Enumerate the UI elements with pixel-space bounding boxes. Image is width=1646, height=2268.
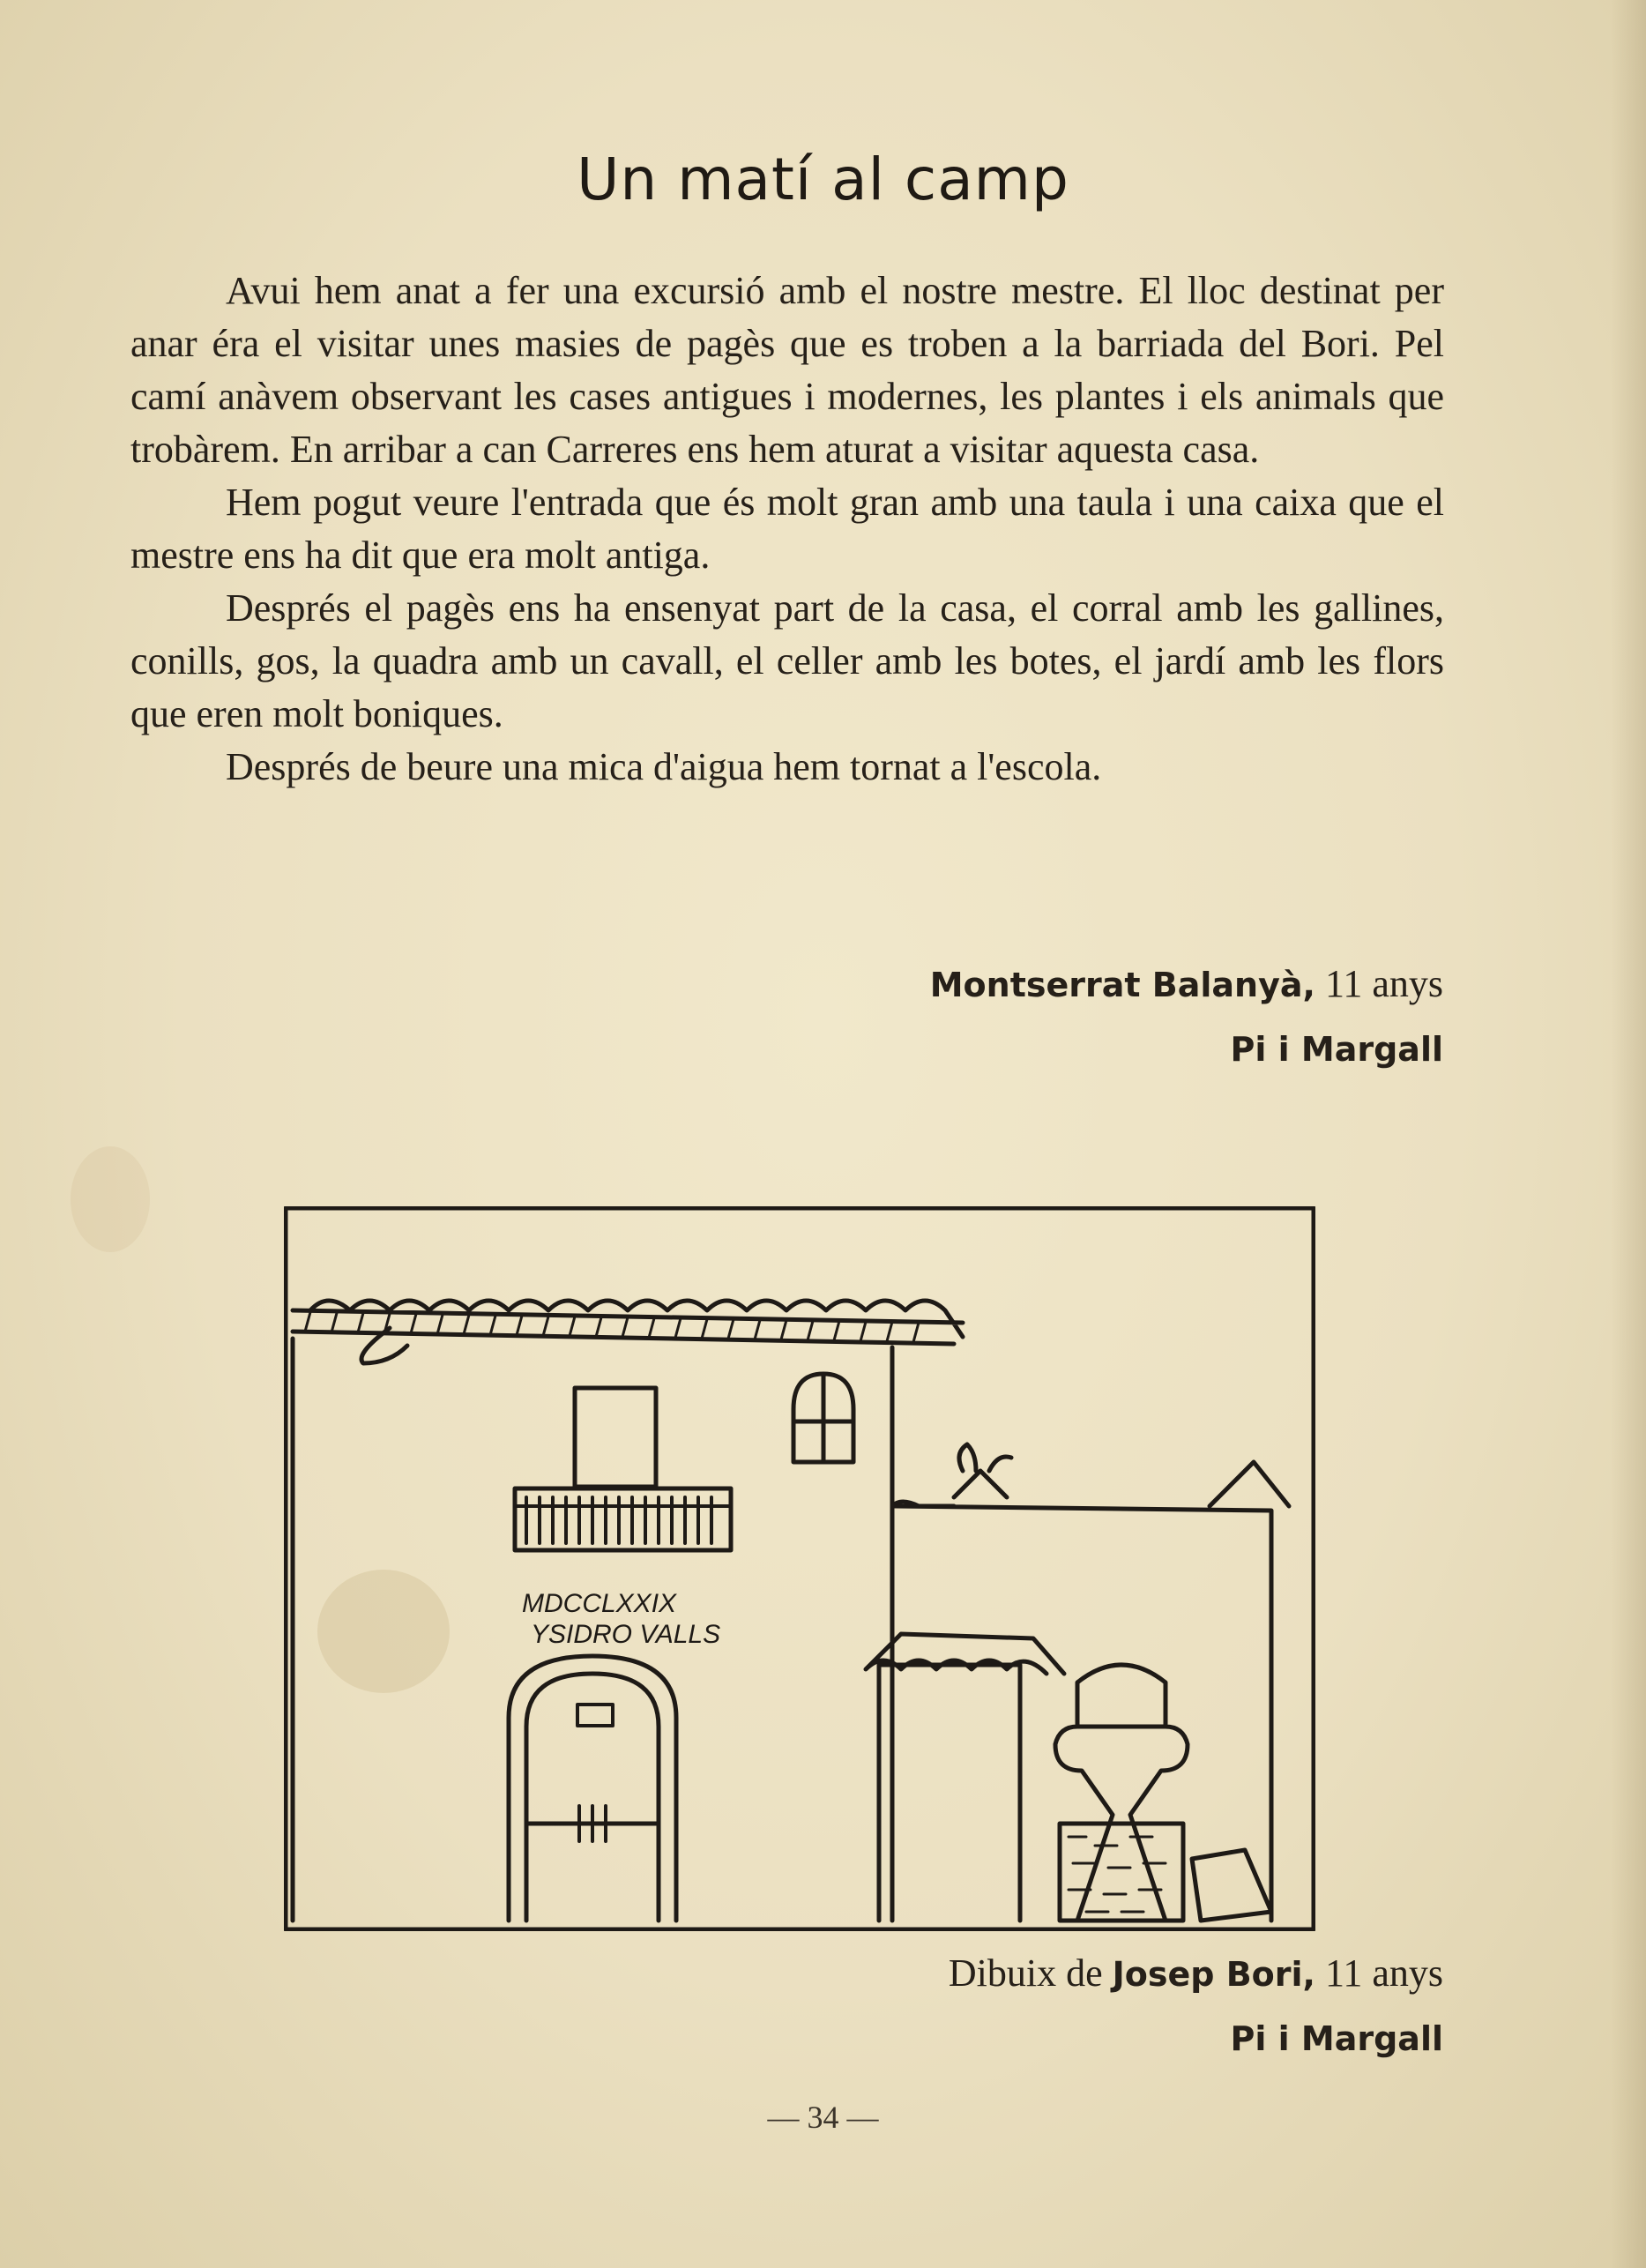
author-age: 11 anys <box>1324 962 1443 1005</box>
water-well <box>1055 1665 1188 1921</box>
author-name: Montserrat Balanyà, <box>929 966 1315 1004</box>
door-plaque <box>577 1705 613 1726</box>
drawing-caption <box>949 1951 1443 1996</box>
roof-peak <box>1210 1462 1289 1506</box>
arched-door <box>509 1656 676 1921</box>
arched-window <box>793 1374 853 1462</box>
story-paragraph: Hem pogut veure l'entrada que és molt gran amb una taula i una caixa que el mestre ens ha dit que era molt antiga. <box>130 481 1444 577</box>
artist-school: Pi i Margall <box>1230 2019 1443 2058</box>
page-edge-shadow <box>1611 0 1646 2268</box>
artist-age: 11 anys <box>1324 1951 1443 1995</box>
page-number: — 34 — <box>767 2100 879 2135</box>
caption-prefix: Dibuix de <box>948 1951 1103 1995</box>
crate <box>1192 1850 1271 1921</box>
story-text <box>130 265 1444 794</box>
courtyard-door <box>879 1665 1020 1921</box>
side-wall <box>892 1502 1271 1921</box>
inscription-name: YSIDRO VALLS <box>531 1620 721 1649</box>
plant-pot <box>954 1444 1011 1497</box>
author-signature <box>930 961 1443 1006</box>
drawing-frame <box>286 1208 1314 1929</box>
paper-stain <box>71 1146 150 1252</box>
drawing-school-line <box>1231 2015 1443 2060</box>
balcony-door <box>575 1388 656 1487</box>
inscription-year: MDCCLXXIX <box>522 1589 677 1618</box>
door-chair <box>575 1806 614 1841</box>
courtyard-awning <box>866 1634 1064 1674</box>
artist-name: Josep Bori, <box>1112 1955 1315 1994</box>
balcony-bars <box>515 1497 731 1543</box>
house-drawing <box>284 1206 1315 1931</box>
author-school-line <box>1231 1026 1443 1071</box>
story-paragraph: Avui hem anat a fer una excursió amb el nostre mestre. El lloc destinat per anar éra el visitar unes masies de pagès que es troben a la barriada del Bori. Pel camí anàvem observant les cases antigues i modernes, les plantes i els animals que trobàrem. En arribar a can Carreres ens hem aturat a visitar aquesta casa. <box>130 269 1444 471</box>
story-paragraph: Després el pagès ens ha ensenyat part de la casa, el corral amb les gallines, conills, gos, la quadra amb un cavall, el celler amb les botes, el jardí amb les flors que eren molt boniques. <box>130 586 1444 735</box>
story-paragraph: Després de beure una mica d'aigua hem tornat a l'escola. <box>226 745 1102 788</box>
page-title: Un matí al camp <box>577 145 1069 213</box>
author-school: Pi i Margall <box>1230 1030 1443 1069</box>
